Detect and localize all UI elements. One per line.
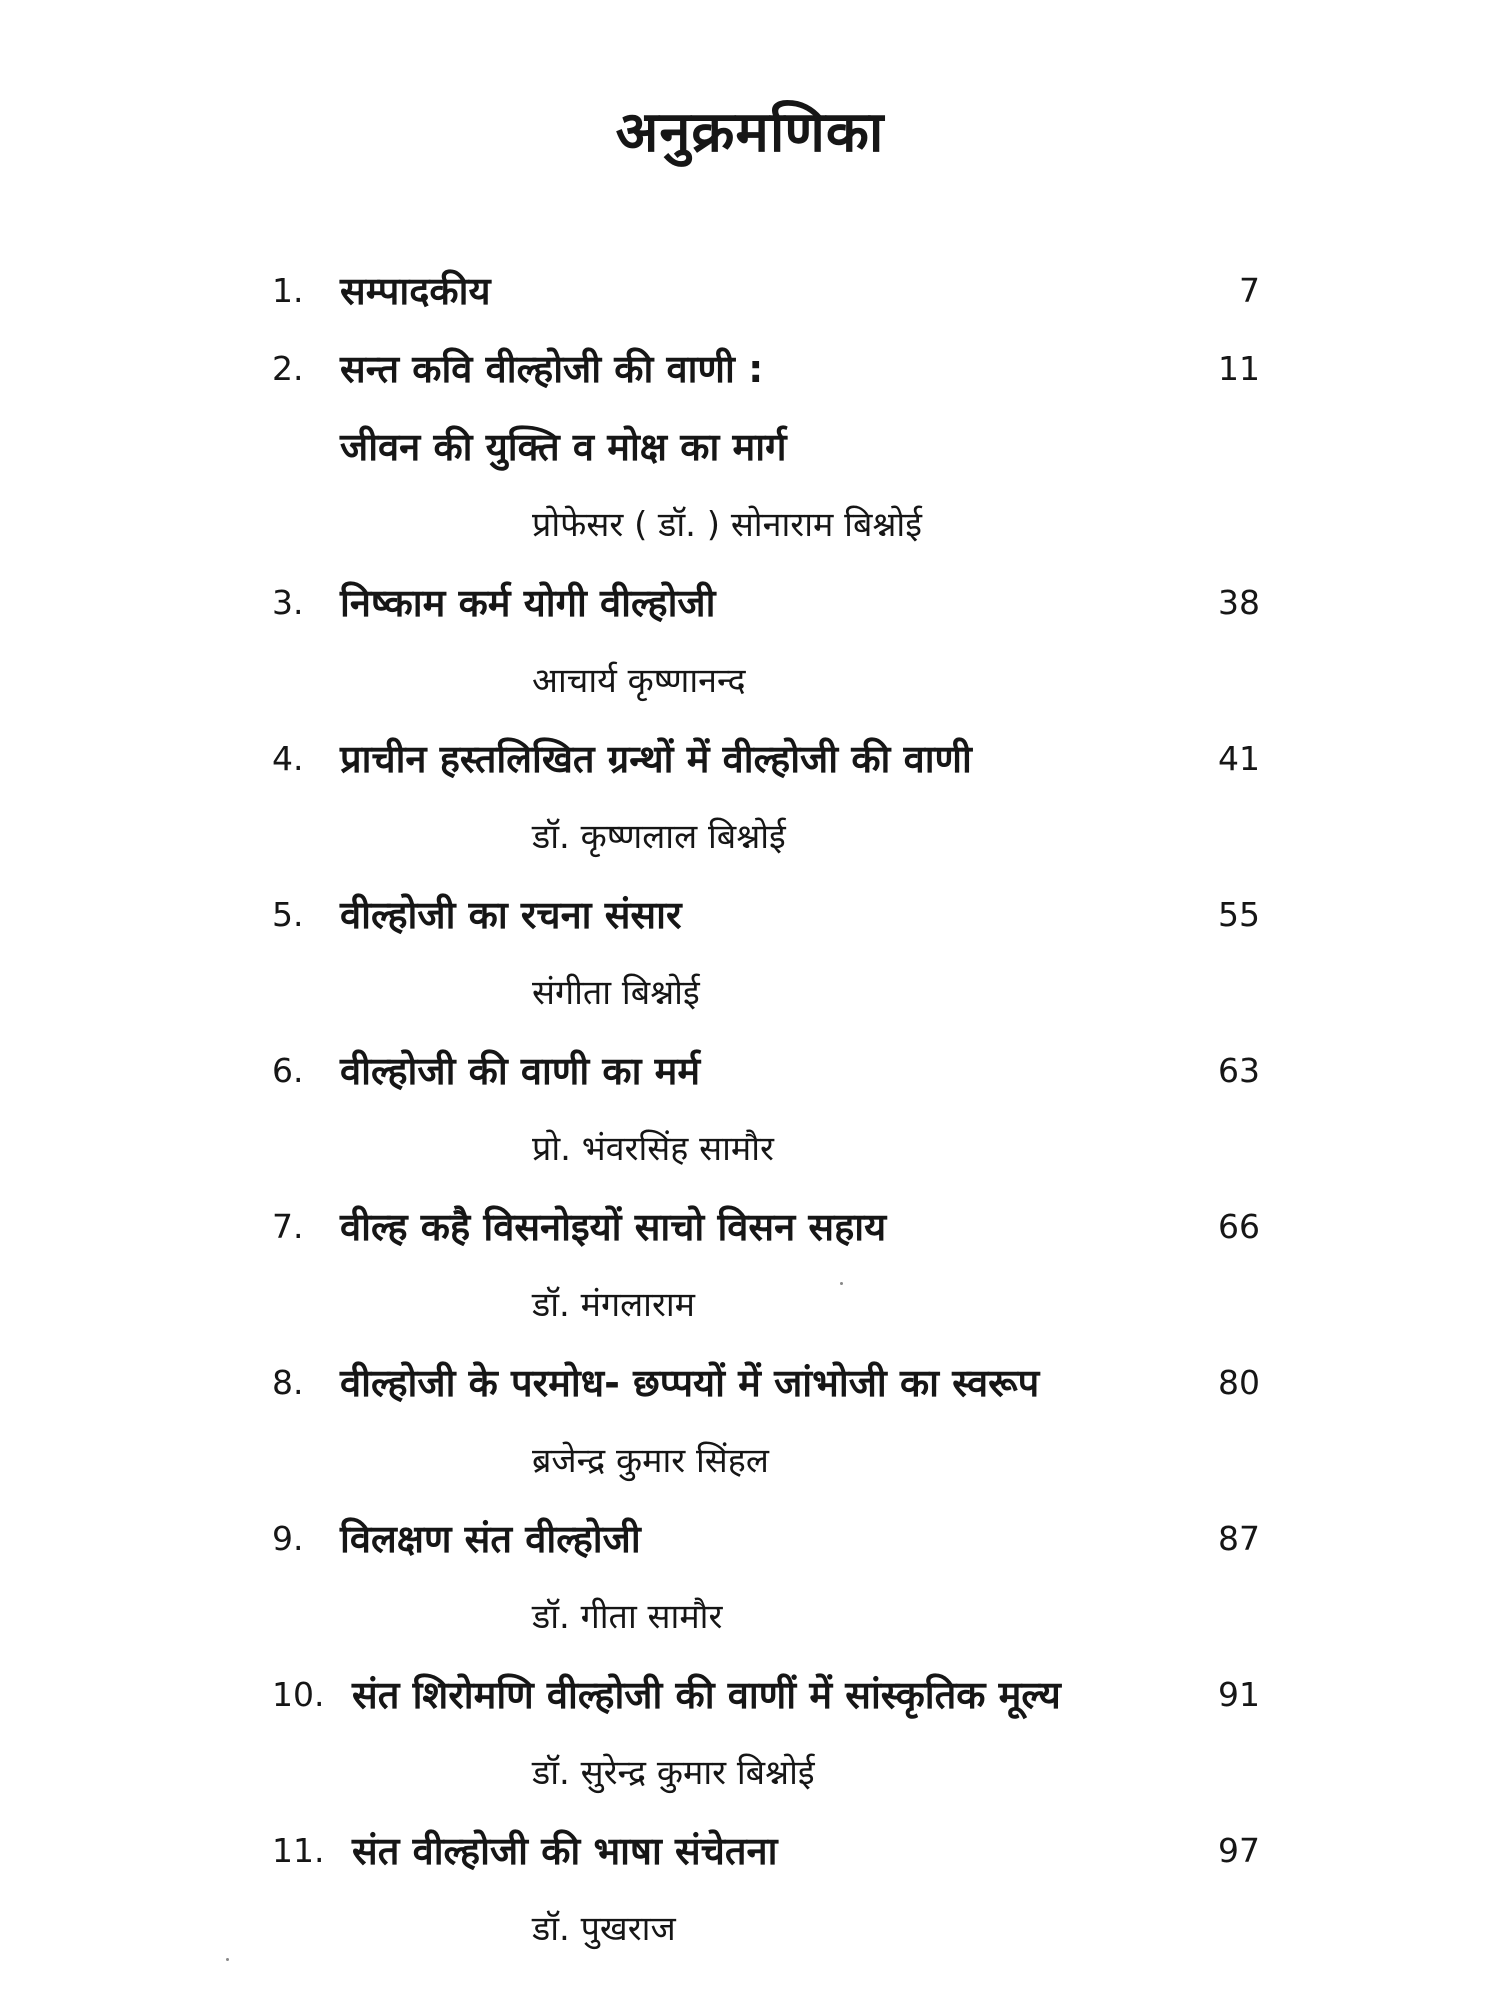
scan-speck bbox=[226, 1958, 229, 1961]
entry-number: 10. bbox=[272, 1675, 325, 1714]
entry-number: 8. bbox=[272, 1363, 304, 1402]
entry-title: वील्होजी की वाणी का मर्म bbox=[340, 1049, 701, 1093]
entry-page-number: 11 bbox=[1218, 349, 1260, 388]
entry-page-number: 66 bbox=[1218, 1207, 1260, 1246]
entry-number: 3. bbox=[272, 583, 304, 622]
entry-number: 11. bbox=[272, 1831, 325, 1870]
page-title: अनुक्रमणिका bbox=[615, 100, 885, 165]
entry-author: संगीता बिश्नोई bbox=[532, 973, 700, 1013]
entry-title: संत शिरोमणि वील्होजी की वाणीं में सांस्कृतिक मूल्य bbox=[352, 1673, 1061, 1717]
entry-author: ब्रजेन्द्र कुमार सिंहल bbox=[532, 1441, 769, 1481]
entry-number: 2. bbox=[272, 349, 304, 388]
entry-title: सन्त कवि वील्होजी की वाणी : bbox=[340, 347, 764, 391]
entry-author: आचार्य कृष्णानन्द bbox=[532, 661, 746, 701]
entry-number: 7. bbox=[272, 1207, 304, 1246]
entry-author: डॉ. कृष्णलाल बिश्नोई bbox=[532, 817, 786, 857]
entry-page-number: 7 bbox=[1239, 271, 1260, 310]
entry-title: संत वील्होजी की भाषा संचेतना bbox=[352, 1829, 778, 1873]
entry-page-number: 41 bbox=[1218, 739, 1260, 778]
entry-title: प्राचीन हस्तलिखित ग्रन्थों में वील्होजी की वाणी bbox=[340, 737, 972, 781]
entry-subtitle: जीवन की युक्ति व मोक्ष का मार्ग bbox=[340, 425, 787, 469]
entry-page-number: 55 bbox=[1218, 895, 1260, 934]
entry-author: डॉ. मंगलाराम bbox=[532, 1285, 695, 1325]
entry-page-number: 97 bbox=[1218, 1831, 1260, 1870]
entry-number: 6. bbox=[272, 1051, 304, 1090]
entry-author: प्रो. भंवरसिंह सामौर bbox=[532, 1129, 774, 1169]
entry-page-number: 63 bbox=[1218, 1051, 1260, 1090]
entry-title: विलक्षण संत वील्होजी bbox=[340, 1517, 641, 1561]
entry-page-number: 38 bbox=[1218, 583, 1260, 622]
entry-title: वील्होजी के परमोध- छप्पयों में जांभोजी का स्वरूप bbox=[340, 1361, 1040, 1405]
entry-number: 9. bbox=[272, 1519, 304, 1558]
entry-number: 4. bbox=[272, 739, 304, 778]
entry-page-number: 91 bbox=[1218, 1675, 1260, 1714]
entry-page-number: 80 bbox=[1218, 1363, 1260, 1402]
entry-page-number: 87 bbox=[1218, 1519, 1260, 1558]
entry-author: प्रोफेसर ( डॉ. ) सोनाराम बिश्नोई bbox=[532, 505, 922, 545]
entry-title: वील्ह कहै विसनोइयों साचो विसन सहाय bbox=[340, 1205, 887, 1249]
entry-author: डॉ. सुरेन्द्र कुमार बिश्नोई bbox=[532, 1753, 815, 1793]
entry-number: 5. bbox=[272, 895, 304, 934]
scan-speck bbox=[840, 1282, 843, 1285]
entry-title: वील्होजी का रचना संसार bbox=[340, 893, 682, 937]
entry-author: डॉ. गीता सामौर bbox=[532, 1597, 723, 1637]
entry-author: डॉ. पुखराज bbox=[532, 1909, 676, 1949]
entry-number: 1. bbox=[272, 271, 304, 310]
entry-title: निष्काम कर्म योगी वील्होजी bbox=[340, 581, 716, 625]
entry-title: सम्पादकीय bbox=[340, 269, 491, 313]
